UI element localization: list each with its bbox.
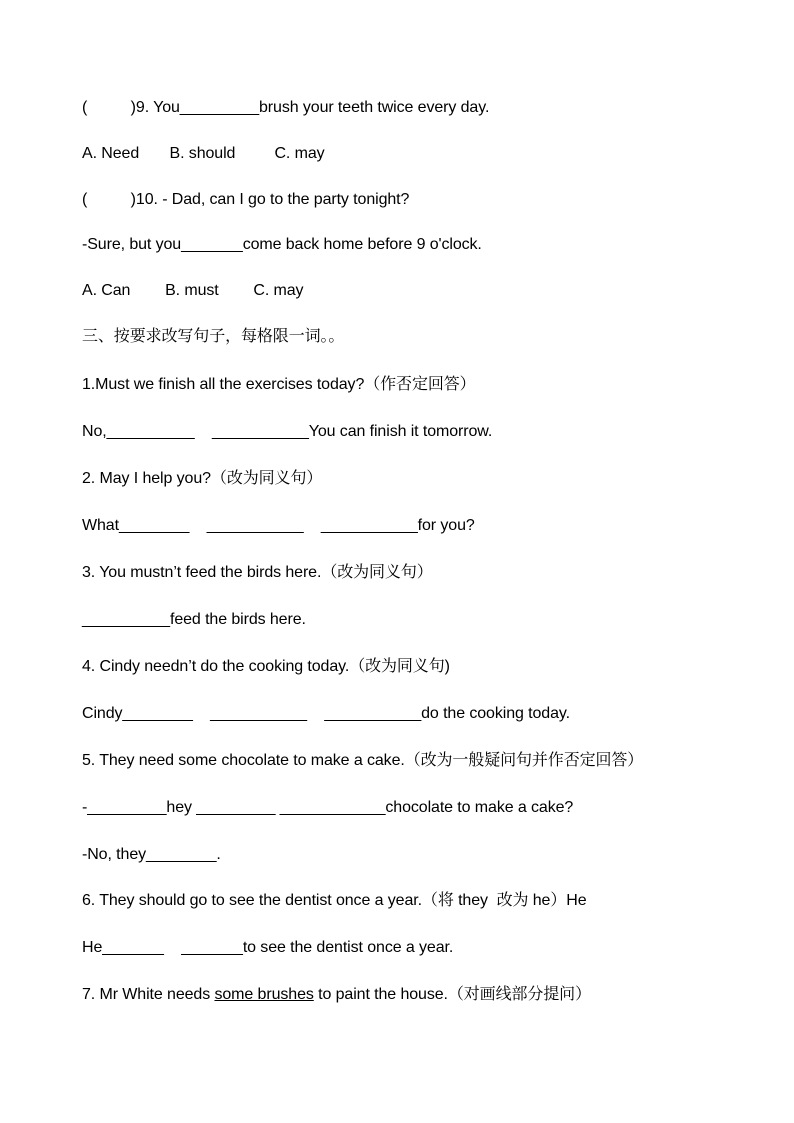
rewrite-2-prompt: 2. May I help you?（改为同义句） — [82, 470, 323, 487]
rewrite-3-answer-line: __________feed the birds here. — [82, 611, 306, 628]
question-9-line: ( )9. You_________brush your teeth twice every day. — [82, 99, 490, 116]
rewrite-5-prompt: 5. They need some chocolate to make a cake.（改为一般疑问句并作否定回答） — [82, 752, 644, 769]
section-3-heading: 三、按要求改写句子，每格限一词。。 — [82, 328, 345, 345]
rewrite-2-answer-line: What________ ___________ ___________for you? — [82, 517, 475, 534]
rewrite-7-before: 7. Mr White needs — [82, 986, 215, 1003]
rewrite-1-answer-line: No,__________ ___________You can finish it tomorrow. — [82, 423, 493, 440]
rewrite-4-answer-line: Cindy________ ___________ ___________do the cooking today. — [82, 705, 570, 722]
question-10-reply: -Sure, but you_______come back home before 9 o'clock. — [82, 236, 482, 253]
rewrite-5-question-line: -_________hey _________ ____________chocolate to make a cake? — [82, 799, 574, 816]
question-9-options: A. Need B. should C. may — [82, 145, 325, 162]
rewrite-6-answer-line: He_______ _______to see the dentist once a year. — [82, 939, 454, 956]
rewrite-6-prompt: 6. They should go to see the dentist once a year.（将 they 改为 he）He — [82, 892, 587, 909]
rewrite-7-underlined-phrase: some brushes — [214, 986, 314, 1003]
rewrite-4-prompt: 4. Cindy needn’t do the cooking today.（改为同义句) — [82, 658, 450, 675]
rewrite-7-after: to paint the house.（对画线部分提问） — [313, 986, 591, 1003]
rewrite-5-reply-line: -No, they________. — [82, 846, 221, 863]
question-10-line: ( )10. - Dad, can I go to the party tonight? — [82, 191, 410, 208]
question-10-options: A. Can B. must C. may — [82, 282, 304, 299]
rewrite-1-prompt: 1.Must we finish all the exercises today?（作否定回答） — [82, 376, 476, 393]
rewrite-3-prompt: 3. You mustn’t feed the birds here.（改为同义句） — [82, 564, 433, 581]
rewrite-7-prompt — [82, 985, 591, 1005]
